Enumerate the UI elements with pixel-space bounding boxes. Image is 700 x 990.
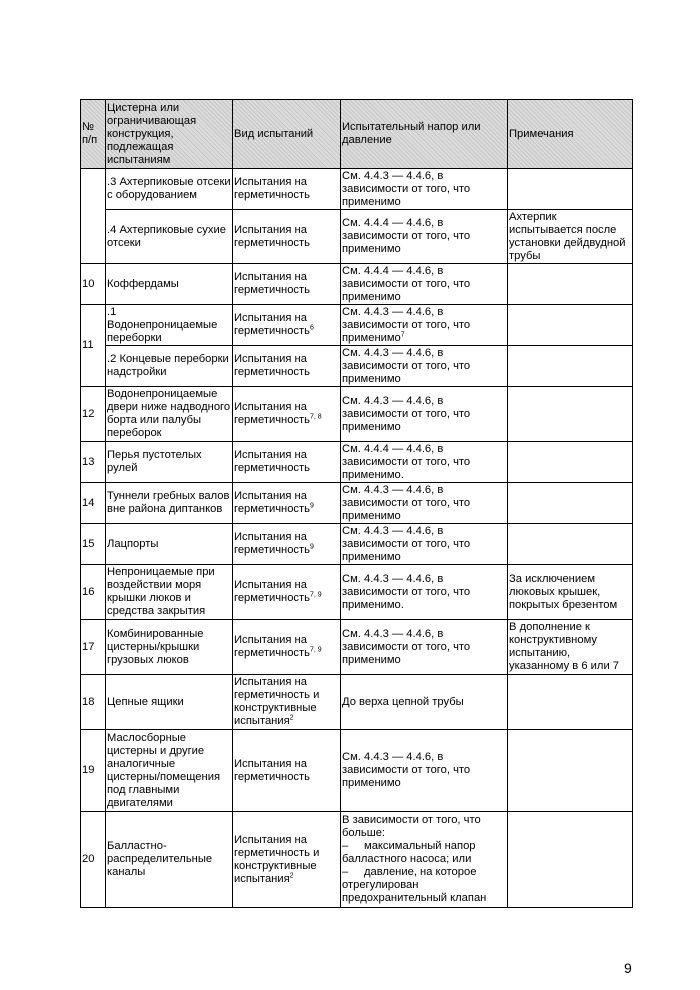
notes-cell bbox=[508, 305, 633, 346]
footnote-ref: 2 bbox=[289, 714, 294, 722]
structure-cell: Коффердамы bbox=[106, 264, 233, 305]
test-type-text: Испытания на герметичность bbox=[234, 401, 310, 426]
table-row bbox=[81, 387, 633, 442]
footnote-ref: 7, 9 bbox=[309, 591, 322, 599]
test-type-cell: Испытания на герметичность bbox=[233, 442, 341, 483]
test-type-cell bbox=[233, 812, 341, 908]
structure-cell: Туннели гребных валов вне района диптанков bbox=[106, 483, 233, 524]
test-requirements-table bbox=[80, 99, 633, 908]
header-structure: Цистерна или ограничивающая конструкция, подлежащая испытаниям bbox=[106, 100, 233, 169]
notes-cell bbox=[508, 483, 633, 524]
row-num-cell: 17 bbox=[81, 620, 106, 675]
head-cell: До верха цепной трубы bbox=[341, 675, 508, 730]
row-num-cell: 12 bbox=[81, 387, 106, 442]
notes-cell bbox=[508, 169, 633, 210]
list-dash: – bbox=[342, 866, 349, 878]
table-row bbox=[81, 730, 633, 812]
footnote-ref: 6 bbox=[309, 324, 314, 332]
structure-subnum: .1 bbox=[107, 305, 117, 318]
structure-cell: .4 Ахтерпиковые сухие отсеки bbox=[106, 210, 233, 264]
row-num-cell: 13 bbox=[81, 442, 106, 483]
row-num-cell bbox=[81, 169, 106, 264]
list-dash: – bbox=[342, 840, 349, 852]
notes-cell bbox=[508, 442, 633, 483]
table-row bbox=[81, 305, 633, 346]
table-row bbox=[81, 675, 633, 730]
head-text: См. 4.4.3 — 4.4.6, в зависимости от того, что применимо bbox=[342, 305, 471, 344]
header-num: № п/п bbox=[81, 100, 106, 169]
row-num-cell: 19 bbox=[81, 730, 106, 812]
notes-cell: В дополнение к конструктивному испытанию, указанному в 6 или 7 bbox=[508, 620, 633, 675]
head-cell: См. 4.4.3 — 4.4.6, в зависимости от того, что применимо bbox=[341, 524, 508, 565]
row-num-cell: 20 bbox=[81, 812, 106, 908]
test-type-cell bbox=[233, 565, 341, 620]
structure-cell bbox=[106, 305, 233, 346]
head-cell: См. 4.4.4 — 4.4.6, в зависимости от того, что применимо bbox=[341, 210, 508, 264]
row-num-cell: 14 bbox=[81, 483, 106, 524]
head-cell: См. 4.4.3 — 4.4.6, в зависимости от того, что применимо bbox=[341, 169, 508, 210]
table-row bbox=[81, 812, 633, 908]
notes-cell bbox=[508, 387, 633, 442]
row-num-cell: 15 bbox=[81, 524, 106, 565]
test-type-cell: Испытания на герметичность bbox=[233, 210, 341, 264]
test-type-cell: Испытания на герметичность bbox=[233, 346, 341, 387]
test-type-text: Испытания на герметичность и конструктивные испытания bbox=[234, 833, 320, 885]
footnote-ref: 9 bbox=[309, 502, 314, 510]
test-type-text: Испытания на герметичность bbox=[234, 531, 310, 556]
header-test-type: Вид испытаний bbox=[233, 100, 341, 169]
test-type-text: Испытания на герметичность bbox=[234, 579, 310, 604]
test-type-text: Испытания на герметичность bbox=[234, 490, 310, 515]
test-type-cell: Испытания на герметичность bbox=[233, 169, 341, 210]
table-row bbox=[81, 264, 633, 305]
page-number: 9 bbox=[624, 960, 632, 976]
head-list-item bbox=[342, 840, 506, 866]
table-row bbox=[81, 210, 633, 264]
footnote-ref: 7, 9 bbox=[309, 646, 322, 654]
test-type-text: Испытания на герметичность bbox=[234, 634, 310, 659]
head-item-text: максимальный напор балластного насоса; или bbox=[342, 840, 476, 865]
table-row bbox=[81, 346, 633, 387]
test-type-text: Испытания на герметичность и конструктивные испытания bbox=[234, 676, 320, 727]
header-head: Испытательный напор или давление bbox=[341, 100, 508, 169]
head-cell: См. 4.4.4 — 4.4.6, в зависимости от того, что применимо. bbox=[341, 442, 508, 483]
table-row bbox=[81, 620, 633, 675]
table-row bbox=[81, 524, 633, 565]
structure-cell: .2 Концевые переборки надстройки bbox=[106, 346, 233, 387]
notes-cell: Ахтерпик испытывается после установки дейдвудной трубы bbox=[508, 210, 633, 264]
structure-text: Водонепроницаемые переборки bbox=[107, 318, 218, 344]
head-cell: См. 4.4.3 — 4.4.6, в зависимости от того, что применимо bbox=[341, 346, 508, 387]
footnote-ref: 7, 8 bbox=[309, 413, 322, 421]
notes-cell bbox=[508, 264, 633, 305]
structure-cell: Перья пустотелых рулей bbox=[106, 442, 233, 483]
head-cell: См. 4.4.3 — 4.4.6, в зависимости от того, что применимо bbox=[341, 730, 508, 812]
test-type-cell: Испытания на герметичность bbox=[233, 730, 341, 812]
table-row bbox=[81, 565, 633, 620]
head-cell: См. 4.4.3 — 4.4.6, в зависимости от того, что применимо bbox=[341, 620, 508, 675]
test-type-cell bbox=[233, 524, 341, 565]
head-cell: См. 4.4.3 — 4.4.6, в зависимости от того, что применимо. bbox=[341, 565, 508, 620]
test-type-cell bbox=[233, 675, 341, 730]
head-cell: См. 4.4.3 — 4.4.6, в зависимости от того, что применимо bbox=[341, 387, 508, 442]
footnote-ref: 2 bbox=[289, 871, 294, 879]
notes-cell bbox=[508, 346, 633, 387]
test-type-cell bbox=[233, 620, 341, 675]
table-header-row bbox=[81, 100, 633, 169]
row-num-cell: 11 bbox=[81, 305, 106, 387]
structure-cell: .3 Ахтерпиковые отсеки с оборудованием bbox=[106, 169, 233, 210]
row-num-cell: 16 bbox=[81, 565, 106, 620]
notes-cell bbox=[508, 675, 633, 730]
table-row bbox=[81, 483, 633, 524]
row-num-cell: 18 bbox=[81, 675, 106, 730]
head-cell bbox=[341, 305, 508, 346]
test-type-text: Испытания на герметичность bbox=[234, 312, 310, 337]
test-type-cell bbox=[233, 483, 341, 524]
table-row bbox=[81, 442, 633, 483]
notes-cell bbox=[508, 812, 633, 908]
test-type-cell bbox=[233, 305, 341, 346]
structure-cell: Цепные ящики bbox=[106, 675, 233, 730]
structure-cell: Непроницаемые при воздействии моря крышки люков и средства закрытия bbox=[106, 565, 233, 620]
head-cell bbox=[341, 812, 508, 908]
structure-cell: Водонепроницаемые двери ниже надводного борта или палубы переборок bbox=[106, 387, 233, 442]
structure-cell: Маслосборные цистерны и другие аналогичные цистерны/помещения под главными двигателями bbox=[106, 730, 233, 812]
header-notes: Примечания bbox=[508, 100, 633, 169]
head-intro: В зависимости от того, что больше: bbox=[342, 814, 481, 839]
row-num-cell: 10 bbox=[81, 264, 106, 305]
test-type-cell: Испытания на герметичность bbox=[233, 264, 341, 305]
structure-cell: Комбинированные цистерны/крышки грузовых люков bbox=[106, 620, 233, 675]
head-cell: См. 4.4.4 — 4.4.6, в зависимости от того, что применимо bbox=[341, 264, 508, 305]
footnote-ref: 7 bbox=[400, 330, 405, 338]
head-list-item bbox=[342, 866, 506, 905]
notes-cell bbox=[508, 524, 633, 565]
head-cell: См. 4.4.3 — 4.4.6, в зависимости от того, что применимо bbox=[341, 483, 508, 524]
structure-cell: Лацпорты bbox=[106, 524, 233, 565]
table-row bbox=[81, 169, 633, 210]
footnote-ref: 9 bbox=[309, 543, 314, 551]
notes-cell bbox=[508, 730, 633, 812]
test-type-cell bbox=[233, 387, 341, 442]
head-item-text: давление, на которое отрегулирован предохранительный клапан bbox=[342, 866, 487, 904]
notes-cell: За исключением люковых крышек, покрытых брезентом bbox=[508, 565, 633, 620]
structure-cell: Балластно-распределительные каналы bbox=[106, 812, 233, 908]
